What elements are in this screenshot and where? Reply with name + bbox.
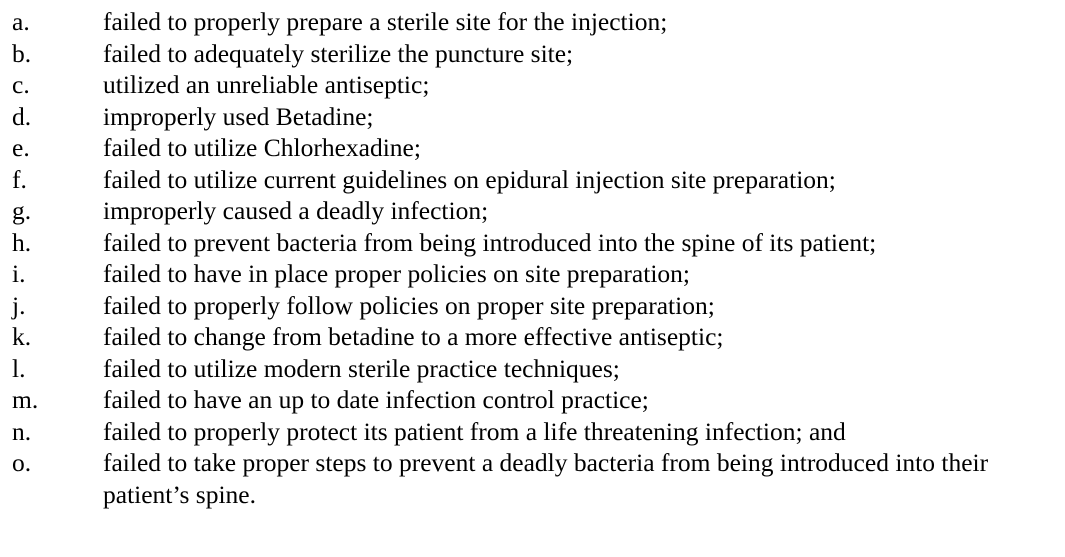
list-marker: i. [12,259,26,288]
list-item [12,164,1055,196]
list-item-text: improperly used Betadine; [103,101,374,131]
list-item-text: utilized an unreliable antiseptic; [103,70,430,99]
list-item-text: failed to adequately sterilize the puncture site; [103,38,574,68]
list-marker: m. [12,385,39,414]
list-marker: k. [12,322,32,351]
list-item [12,132,1055,164]
list-marker: j. [12,290,26,320]
list-marker: b. [12,38,32,68]
list-marker: n. [12,416,32,446]
list-marker: h. [12,227,32,257]
list-item-text: failed to utilize modern sterile practice techniques; [103,353,620,383]
list-item-text: failed to utilize Chlorhexadine; [103,133,421,162]
list-item [12,195,1055,227]
list-item-text: failed to properly follow policies on proper site preparation; [103,290,715,320]
list-item-text: failed to have an up to date infection control practice; [103,385,649,414]
list-item [12,321,1055,353]
list-item [12,258,1055,290]
list-item-text: failed to utilize current guidelines on epidural injection site preparation; [103,164,836,194]
list-item-text: failed to have in place proper policies on site preparation; [103,259,690,288]
list-marker: o. [12,448,32,477]
allegations-list [12,6,1055,510]
list-item [12,101,1055,133]
list-item-text: failed to properly protect its patient from a life threatening infection; and [103,416,846,446]
list-item [12,38,1055,70]
list-item [12,290,1055,322]
list-marker: d. [12,101,32,131]
list-item [12,6,1055,38]
list-item-text: failed to properly prepare a sterile site for the injection; [103,7,668,36]
list-marker: c. [12,70,30,99]
list-marker: a. [12,7,30,36]
list-item-text: failed to change from betadine to a more effective antiseptic; [103,322,724,351]
list-item-text: failed to take proper steps to prevent a deadly bacteria from being introduced into their patient’s spine. [103,448,989,509]
list-item [12,69,1055,101]
list-marker: e. [12,133,30,162]
list-item [12,384,1055,416]
list-item [12,353,1055,385]
list-item-text: failed to prevent bacteria from being introduced into the spine of its patient; [103,227,877,257]
list-item [12,227,1055,259]
list-marker: l. [12,353,26,383]
list-marker: f. [12,164,27,194]
list-item [12,447,1055,510]
list-item-text: improperly caused a deadly infection; [103,196,489,225]
list-item [12,416,1055,448]
list-marker: g. [12,196,32,225]
